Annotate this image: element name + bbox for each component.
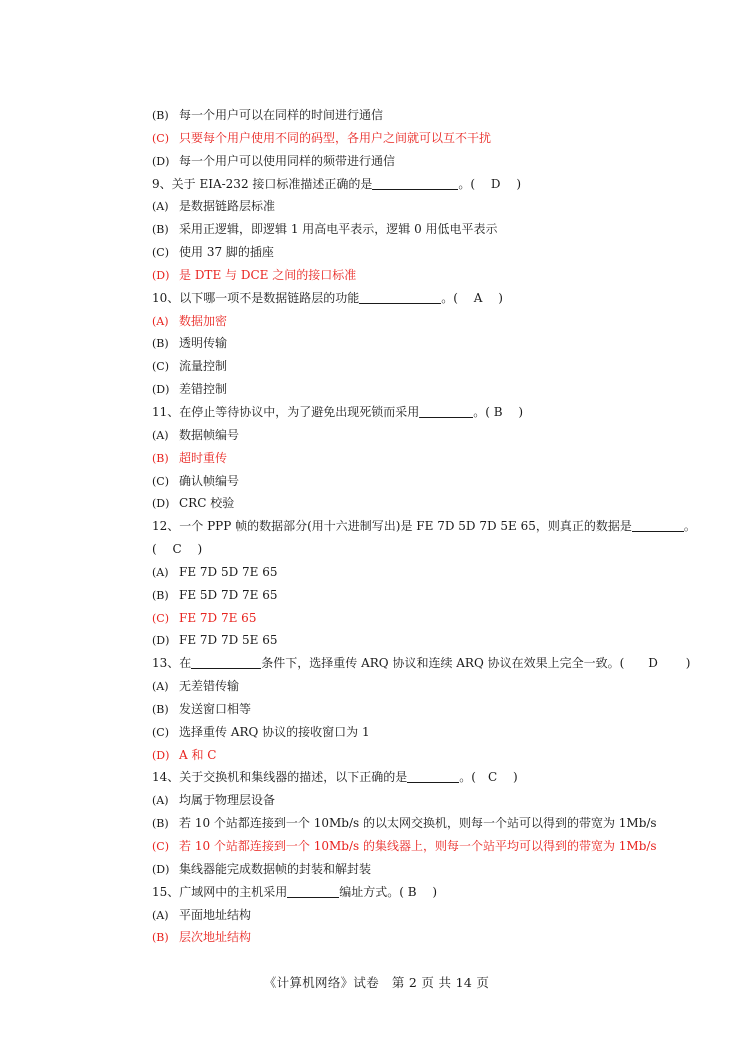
answer-blank [372, 177, 458, 190]
option-c-correct: (C) FE 7D 7E 65 [152, 610, 257, 625]
option-d: (D) FE 7D 7D 5E 65 [152, 633, 278, 648]
answer-blank [359, 291, 441, 304]
question-9: 9、关于 EIA-232 接口标准描述正确的是 。( D ) [152, 176, 522, 191]
option-c: (C) 使用 37 脚的插座 [152, 245, 274, 260]
option-d: (D) 每一个用户可以使用同样的频带进行通信 [152, 153, 396, 168]
answer-blank [632, 519, 684, 532]
question-list [152, 104, 697, 949]
option-a: (A) FE 7D 5D 7E 65 [152, 564, 278, 579]
option-a: (A) 是数据链路层标准 [152, 199, 276, 214]
option-b: (B) 若 10 个站都连接到一个 10Mb/s 的以太网交换机，则每一个站可以得到的带宽为 1Mb/s [152, 816, 657, 831]
option-c: (C) 确认帧编号 [152, 473, 240, 488]
option-b: (B) 透明传输 [152, 336, 228, 351]
option-a-correct: (A) 数据加密 [152, 313, 228, 328]
answer-blank [419, 405, 473, 418]
question-11: 11、在停止等待协议中，为了避免出现死锁而采用 。( B ) [152, 404, 524, 419]
option-c: (C) 选择重传 ARQ 协议的接收窗口为 1 [152, 724, 370, 739]
answer-blank [287, 885, 339, 898]
page-footer: 《计算机网络》试卷 第 2 页 共 14 页 [263, 975, 490, 990]
option-d: (D) CRC 校验 [152, 496, 235, 511]
option-d-correct: (D) A 和 C [152, 747, 217, 762]
option-a: (A) 数据帧编号 [152, 427, 240, 442]
option-d: (D) 差错控制 [152, 382, 228, 397]
question-12: 12、一个 PPP 帧的数据部分(用十六进制写出)是 FE 7D 5D 7D 5E 65，则真正的数据是 。 [152, 519, 696, 534]
answer-blank [407, 770, 459, 783]
option-b: (B) 采用正逻辑，即逻辑 1 用高电平表示，逻辑 0 用低电平表示 [152, 222, 498, 237]
option-a: (A) 均属于物理层设备 [152, 793, 276, 808]
option-d: (D) 集线器能完成数据帧的封装和解封装 [152, 861, 372, 876]
option-b-correct: (B) 层次地址结构 [152, 930, 252, 945]
option-a: (A) 无差错传输 [152, 679, 240, 694]
option-b-correct: (B) 超时重传 [152, 450, 228, 465]
option-b: (B) 每一个用户可以在同样的时间进行通信 [152, 108, 384, 122]
option-c: (C) 流量控制 [152, 359, 228, 374]
option-c-correct: (C) 只要每个用户使用不同的码型，各用户之间就可以互不干扰 [152, 130, 492, 145]
question-12-answer: ( C ) [152, 542, 203, 557]
option-b: (B) FE 5D 7D 7E 65 [152, 587, 278, 602]
option-d-correct: (D) 是 DTE 与 DCE 之间的接口标准 [152, 267, 357, 282]
question-14: 14、关于交换机和集线器的描述，以下正确的是 。( C ) [152, 770, 518, 785]
option-b: (B) 发送窗口相等 [152, 701, 252, 716]
question-15: 15、广域网中的主机采用 编址方式。( B ) [152, 884, 438, 899]
question-10: 10、以下哪一项不是数据链路层的功能 。( A ) [152, 290, 503, 305]
option-a: (A) 平面地址结构 [152, 907, 252, 922]
answer-blank [191, 656, 261, 669]
question-13: 13、在 条件下，选择重传 ARQ 协议和连续 ARQ 协议在效果上完全一致。( D ) [152, 656, 691, 671]
option-c-correct: (C) 若 10 个站都连接到一个 10Mb/s 的集线器上，则每一个站平均可以得到的带宽为 1Mb/s [152, 839, 657, 853]
